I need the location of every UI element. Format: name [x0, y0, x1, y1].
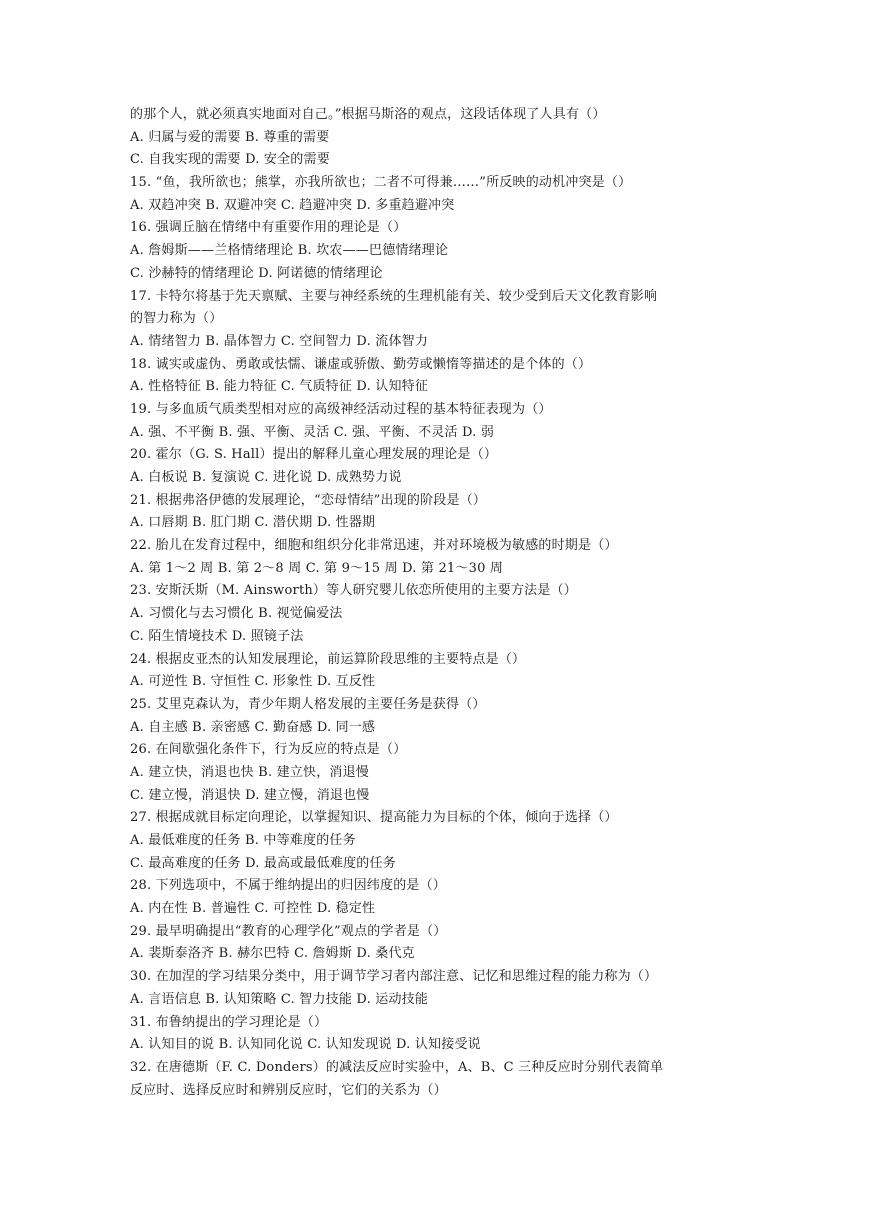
text-line: C. 建立慢，消退快 D. 建立慢，消退也慢: [130, 787, 370, 803]
text-line: 32. 在唐德斯（F. C. Donders）的减法反应时实验中，A、B、C 三种反应时分别代表简单: [130, 1059, 664, 1075]
text-line: 的那个人，就必须真实地面对自己。”根据马斯洛的观点，这段话体现了人具有（）: [130, 107, 606, 122]
text-line: 21. 根据弗洛伊德的发展理论，“恋母情结”出现的阶段是（）: [130, 492, 487, 508]
text-line: 25. 艾里克森认为，青少年期人格发展的主要任务是获得（）: [130, 696, 486, 712]
question-text-block: [130, 104, 750, 1102]
text-line: A. 建立快，消退也快 B. 建立快，消退慢: [130, 764, 370, 780]
text-line: A. 可逆性 B. 守恒性 C. 形象性 D. 互反性: [130, 674, 376, 690]
text-line: A. 归属与爱的需要 B. 尊重的需要: [130, 129, 330, 145]
text-line: A. 强、不平衡 B. 强、平衡、灵活 C. 强、平衡、不灵活 D. 弱: [130, 424, 495, 440]
text-line: 17. 卡特尔将基于先天禀赋、主要与神经系统的生理机能有关、较少受到后天文化教育影响: [130, 288, 658, 304]
text-line: C. 沙赫特的情绪理论 D. 阿诺德的情绪理论: [130, 265, 383, 281]
text-line: 29. 最早明确提出“教育的心理学化”观点的学者是（）: [130, 923, 447, 939]
text-line: A. 最低难度的任务 B. 中等难度的任务: [130, 833, 356, 848]
text-line: A. 口唇期 B. 肛门期 C. 潜伏期 D. 性器期: [130, 515, 376, 531]
text-line: A. 双趋冲突 B. 双避冲突 C. 趋避冲突 D. 多重趋避冲突: [130, 197, 455, 213]
text-line: A. 性格特征 B. 能力特征 C. 气质特征 D. 认知特征: [130, 379, 429, 395]
text-line: 30. 在加涅的学习结果分类中，用于调节学习者内部注意、记忆和思维过程的能力称为（）: [130, 969, 658, 985]
text-line: 28. 下列选项中，不属于维纳提出的归因纬度的是（）: [130, 878, 447, 894]
text-line: 的智力称为（）: [130, 311, 223, 327]
text-line: 22. 胎儿在发育过程中，细胞和组织分化非常迅速，并对环境极为敏感的时期是（）: [130, 538, 618, 554]
text-line: A. 自主感 B. 亲密感 C. 勤奋感 D. 同一感: [130, 719, 376, 735]
text-line: 24. 根据皮亚杰的认知发展理论，前运算阶段思维的主要特点是（）: [130, 651, 526, 667]
text-line: 反应时、选择反应时和辨别反应时，它们的关系为（）: [130, 1082, 447, 1098]
text-line: A. 詹姆斯——兰格情绪理论 B. 坎农——巴德情绪理论: [130, 243, 449, 259]
text-line: A. 白板说 B. 复演说 C. 进化说 D. 成熟势力说: [130, 470, 402, 485]
text-line: 20. 霍尔（G. S. Hall）提出的解释儿童心理发展的理论是（）: [130, 447, 498, 463]
text-line: C. 最高难度的任务 D. 最高或最低难度的任务: [130, 855, 396, 871]
text-line: A. 情绪智力 B. 晶体智力 C. 空间智力 D. 流体智力: [130, 333, 429, 349]
text-line: A. 第 1～2 周 B. 第 2～8 周 C. 第 9～15 周 D. 第 21～30 周: [130, 560, 504, 576]
text-line: A. 言语信息 B. 认知策略 C. 智力技能 D. 运动技能: [130, 991, 429, 1007]
text-line: 19. 与多血质气质类型相对应的高级神经活动过程的基本特征表现为（）: [130, 401, 552, 417]
text-line: C. 陌生情境技术 D. 照镜子法: [130, 628, 304, 644]
text-line: 18. 诚实或虚伪、勇敢或怯懦、谦虚或骄傲、勤劳或懒惰等描述的是个体的（）: [130, 356, 592, 372]
text-line: 16. 强调丘脑在情绪中有重要作用的理论是（）: [130, 220, 407, 236]
text-line: 31. 布鲁纳提出的学习理论是（）: [130, 1014, 328, 1030]
text-line: A. 内在性 B. 普遍性 C. 可控性 D. 稳定性: [130, 901, 376, 917]
text-line: 15. “鱼，我所欲也；熊掌，亦我所欲也；二者不可得兼……”所反映的动机冲突是（）: [130, 175, 632, 191]
text-line: 27. 根据成就目标定向理论，以掌握知识、提高能力为目标的个体，倾向于选择（）: [130, 810, 618, 826]
text-line: C. 自我实现的需要 D. 安全的需要: [130, 152, 330, 168]
text-line: 26. 在间歇强化条件下，行为反应的特点是（）: [130, 742, 407, 758]
text-line: 23. 安斯沃斯（M. Ainsworth）等人研究婴儿依恋所使用的主要方法是（）: [130, 583, 577, 599]
text-line: A. 裴斯泰洛齐 B. 赫尔巴特 C. 詹姆斯 D. 桑代克: [130, 946, 415, 962]
text-line: A. 认知目的说 B. 认知同化说 C. 认知发现说 D. 认知接受说: [130, 1037, 481, 1053]
text-line: A. 习惯化与去习惯化 B. 视觉偏爱法: [130, 606, 343, 622]
